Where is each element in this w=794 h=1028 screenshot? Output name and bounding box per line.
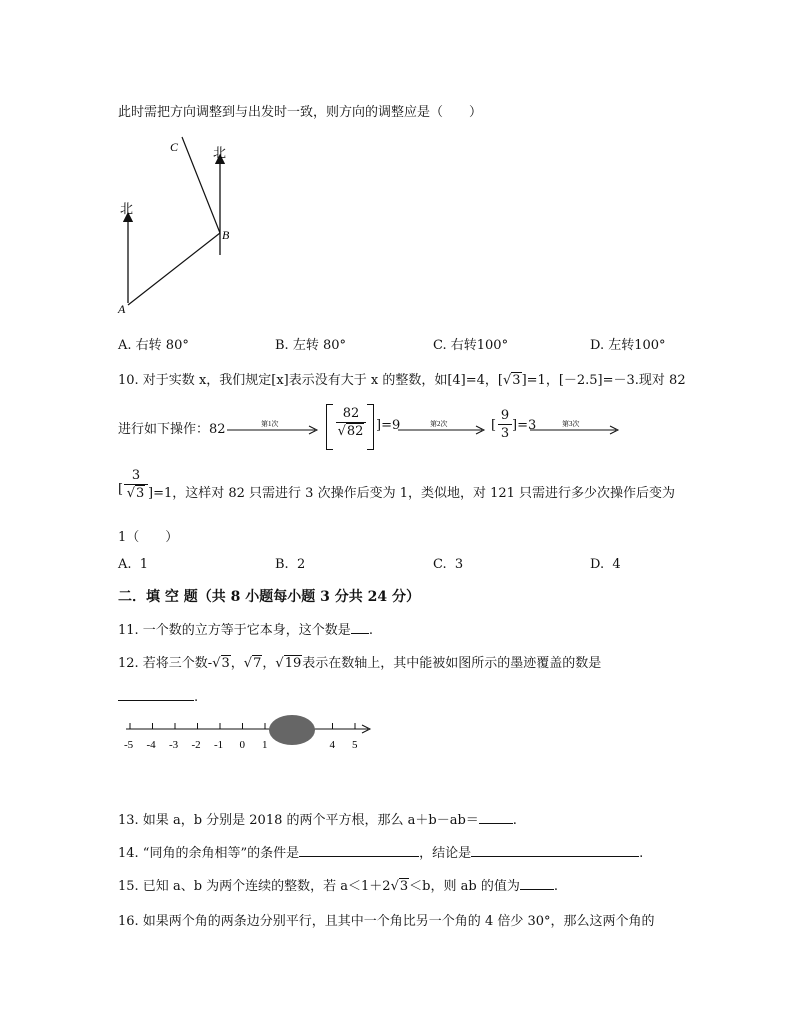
axis-label: -2	[191, 739, 201, 751]
q12-line2: .	[118, 688, 198, 705]
q10-step3-arrow	[530, 418, 620, 436]
q13-answer-blank[interactable]	[479, 811, 513, 824]
q14-condition-blank[interactable]	[299, 844, 419, 857]
q10-step1-arrow	[227, 418, 319, 436]
q10-line1: 10. 对于实数 x，我们规定[x]表示没有大于 x 的整数，如[4]=4，[√3]=1，[－2.5]=－3.现对 82	[118, 373, 686, 388]
q10-eq1: ]=9	[376, 418, 401, 433]
axis-label: -3	[169, 739, 179, 751]
step3-label: 第3次	[562, 420, 580, 428]
north-label-a: 北	[120, 201, 134, 216]
q10-eq2: ]=3	[512, 418, 537, 433]
axis-label: 5	[352, 739, 358, 751]
q9-option-a[interactable]: A. 右转 80°	[118, 338, 189, 353]
q12-number-line	[118, 712, 378, 756]
q10-frac2: $\frac{9}{3}$	[498, 408, 512, 443]
q15-answer-blank[interactable]	[520, 877, 554, 890]
q14: 14. “同角的余角相等”的条件是 ，结论是 .	[118, 846, 644, 861]
axis-label: 0	[239, 739, 245, 751]
q10-option-d[interactable]: D. 4	[590, 557, 621, 572]
q9-direction-figure	[110, 135, 250, 320]
q9-option-c[interactable]: C. 右转100°	[433, 338, 509, 353]
q12-line1: 12. 若将三个数-√3，√7，√19表示在数轴上，其中能被如图所示的墨迹覆盖的数是	[118, 656, 602, 671]
north-label-b: 北	[213, 145, 227, 160]
q10-frac1-group: $\frac{82}{√82}$	[326, 404, 374, 448]
step1-label: 第1次	[261, 420, 279, 428]
axis-label: -1	[214, 739, 224, 751]
q10-line4: 1（ ）	[118, 530, 179, 545]
axis-label: 4	[329, 739, 335, 751]
q9-option-b[interactable]: B. 左转 80°	[275, 338, 347, 353]
point-b-label: B	[222, 228, 230, 242]
point-a-label: A	[118, 302, 126, 316]
q10-bracket2-open: [	[491, 418, 497, 433]
sqrt-3: √3	[503, 373, 521, 388]
section2-heading: 二．填 空 题（共 8 小题每小题 3 分共 24 分）	[118, 589, 420, 605]
step2-label: 第2次	[430, 420, 448, 428]
q16: 16. 如果两个角的两条边分别平行，且其中一个角比另一个角的 4 倍少 30°，那么这两个角的	[118, 914, 655, 929]
q11-answer-blank[interactable]	[351, 621, 369, 634]
q10-step2-arrow	[398, 418, 486, 436]
q10-line3-tail: ]=1，这样对 82 只需进行 3 次操作后变为 1，类似地，对 121 只需进行多少次操作后变为	[148, 486, 676, 501]
axis-label: -5	[124, 739, 134, 751]
segment-ab	[128, 233, 220, 305]
q10-option-b[interactable]: B. 2	[275, 557, 306, 572]
axis-label: 1	[262, 739, 268, 751]
q10-option-a[interactable]: A. 1	[118, 557, 149, 572]
q13: 13. 如果 a，b 分别是 2018 的两个平方根，那么 a＋b－ab＝ .	[118, 813, 517, 828]
q14-conclusion-blank[interactable]	[471, 844, 639, 857]
point-c-label: C	[170, 140, 179, 154]
q10-frac3: $\frac{3}{√3}$	[124, 468, 148, 503]
q9-stem: 此时需把方向调整到与出发时一致，则方向的调整应是（ ）	[118, 105, 483, 120]
q12-answer-blank[interactable]	[118, 688, 194, 701]
q10-bracket3-open: [	[118, 482, 124, 497]
axis-label: -4	[146, 739, 156, 751]
q10-option-c[interactable]: C. 3	[433, 557, 464, 572]
q10-line2-lead: 进行如下操作：82	[118, 422, 226, 437]
q9-option-d[interactable]: D. 左转100°	[590, 338, 666, 353]
q11: 11. 一个数的立方等于它本身，这个数是 .	[118, 623, 373, 638]
ink-blot	[269, 715, 315, 745]
q15: 15. 已知 a、b 为两个连续的整数，若 a＜1＋2√3＜b，则 ab 的值为 .	[118, 879, 558, 894]
